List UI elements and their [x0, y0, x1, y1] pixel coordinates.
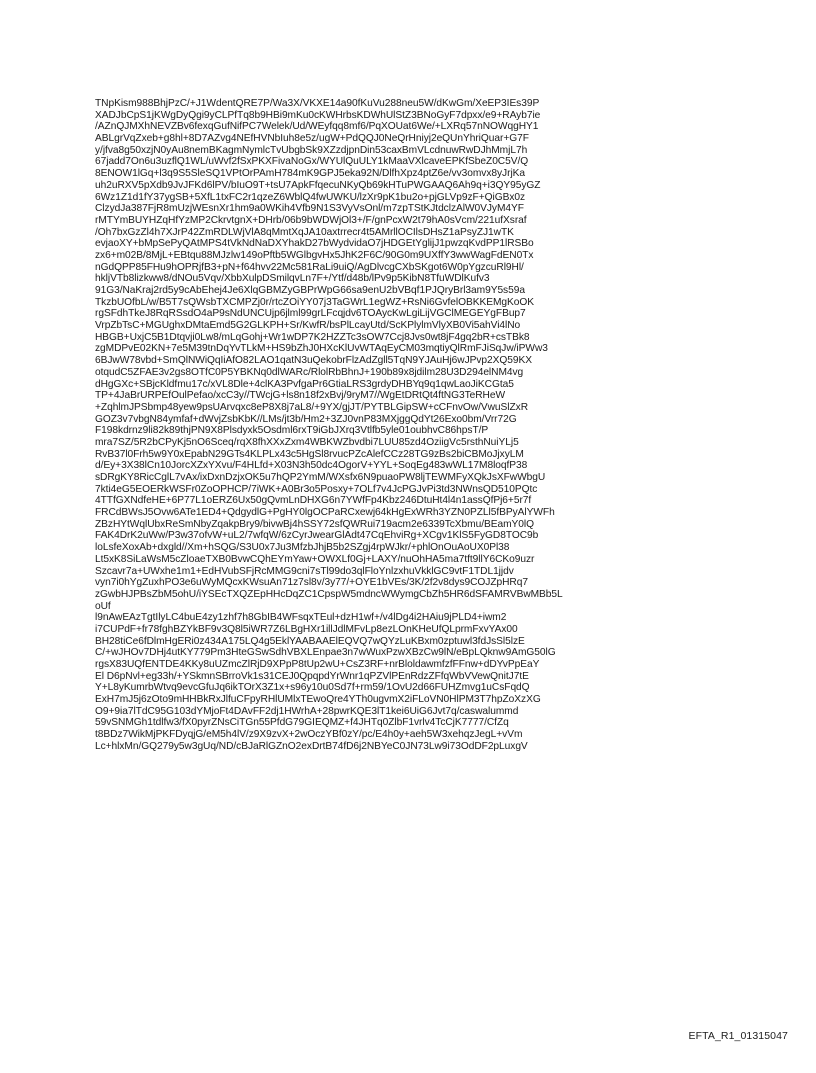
encoded-text-line: rMTYmBUYHZqHfYzMP2CkrvtgnX+DHrb/06b9bWDWjOl3+/F/gnPcxW2t79hA0sVcm/221ufXsraf [95, 214, 527, 226]
encoded-text-line: zgMDPvE02KN+7e5M39tnDqYvTLkM+HS9bZhJ0HXcKlUvWTAqEyCM03mqtiyQlRmFJiSqJw/iPWw3 [95, 343, 548, 355]
encoded-text-line: dHgGXc+SBjcKldfmu17c/xVL8Dle+4clKA3PvfgaPr6GtiaLRS3grdyDHBYq9q1qwLaoJiKCGta5 [95, 378, 514, 390]
encoded-text-line: vyn7i0hYgZuxhPO3e6uWyMQcxKWsuAn71z7sl8v/3y77/+OYE1bVEs/3K/2f2v8dys9COJZpHRq7 [95, 577, 528, 589]
encoded-text-line: O9+9ia7lTdC95G103dYMjoFt4DAvFF2dj1HWrhA+28pwrKQE3lT1kei6UiG6Jvt7q/caswalummd [95, 705, 519, 717]
encoded-text-line: /Oh7bxGzZl4h7XJrP42ZmRDLWjVlA8qMmtXqJA10axtrrecr4t5AMrllOCIlsDHsZ1aPsyZJ1wTK [95, 226, 514, 238]
encoded-text-line: BH28tiCe6fDlmHgERi0z434A175LQ4g5EklYAABAAElEQVQ7wQYzLuKBxm0zptuwl3fdJsSl5lzE [95, 635, 525, 647]
encoded-text-block [95, 98, 735, 753]
encoded-text-line: ABLgrVqZxeb+g8hl+8D7AZvg4NEfHVNbIuh8e5z/ugW+PdQQJ0NeQrHniyj2eQUnYhriQuar+G7F [95, 133, 529, 145]
encoded-text-line: 4TTfGXNdfeHE+6P77L1oERZ6Ux50gQvmLnDHXG6n7YWfFp4Kbz246DtuHt4l4n1assQfPj6+5r7f [95, 495, 532, 507]
encoded-text-line: uh2uRXV5pXdb9JvJFKd6lPV/bIuO9T+tsU7ApkFfqecuNKyQb69kHTuPWGAAQ6Ah9q+i3QY95yGZ [95, 179, 541, 191]
encoded-text-line: l9nAwEAzTgtIlyLC4buE4zy1zhf7h8GbIB4WFsqxTEul+dzH1wf+/v4lDg4i2HAiu9jPLD4+iwm2 [95, 612, 507, 624]
encoded-text-line: HBGB+UxjC5B1Dtqvji0Lw8/mLqGohj+Wr1wDP7K2HZZTc3sOW7Ccj8Jvs0wt8jF4gq2bR+csTBk8 [95, 331, 530, 343]
encoded-text-line: 59vSNMGh1tdlfw3/fX0pyrZNsCiTGn55PfdG79GIEQMZ+f4JHTq0ZlbF1vrlv4TcCjK7777/CfZq [95, 717, 509, 729]
encoded-text-line: rgSFdhTkeJ8RqRSsdO4aP9sNdUNCUjp6jlml99grLFcqjdv6TOAycKwLgiLijVGClMEGEYgFBup7 [95, 308, 526, 320]
encoded-text-line: otqudC5ZFAE3v2gs8OTfC0P5YBKNq0dlWARc/RlolRbBhnJ+190b89x8jdilm28U3D294elNM4vg [95, 366, 524, 378]
encoded-text-line: 67jadd7On6u3uzflQ1WL/uWvf2fSxPKXFivaNoGx/WYUlQuULY1kMaaVXlcaveEPKfSbeZ0C5V/Q [95, 156, 529, 168]
encoded-text-line: TkzbUOfbL/w/B5T7sQWsbTXCMPZj0r/rtcZOiYY07j3TaGWrL1egWZ+RsNi6GvfelOBKKEMgKoOK [95, 296, 534, 308]
encoded-text-line: oUf [95, 600, 111, 612]
encoded-text-line: y/jfva8g50xzjN0yAu8nemBKagmNymlcTvUbgbSk9XZzdjpnDin53caxBmVLcdnuwRwDJhMmjL7h [95, 144, 528, 156]
encoded-text-line: evjaoXY+bMpSePyQAtMPS4tVkNdNaDXYhakD27bWydvidaO7jHDGEtYglijJ1pwzqKvdPP1lRSBo [95, 238, 534, 250]
encoded-text-line: Y+L8yKumrbWtvq9evcGfuJq6ikTOrX3Z1x+s96y10u0Sd7f+rm59/1OvU2d66FUHZmvg1uCsFqdQ [95, 682, 530, 694]
encoded-text-line: 7kti4eG5EOERkWSFr0ZoOPHCP/7iWK+A0Br3o5Posxy+7OLf7v4JcPGJvPi3td3NWnsQD510PQtc [95, 483, 538, 495]
encoded-text-line: sDRgKY8RicCglL7vAx/ixDxnDzjxOK5u7hQP2YmM/WXsfx6N9puaoPW8ljTEWMFyXQkJsXFwWbgU [95, 472, 546, 483]
encoded-text-line: 91G3/NaKraj2rd5y9cAbEhej4Je6XlqGBMZyGBPrWpG66sa9enU2bVBqf1PJQryBrl3am9Y5s59a [95, 285, 525, 296]
encoded-text-line: zGwbHJPBsZbM5ohU/iYSEcTXQZEpHHcDqZC1CpspW5mdncWWymgCbZh5HR6dSFAMRVBwMBb5L [95, 588, 563, 600]
encoded-text-line: El D6pNvl+eg33h/+YSkmnSBrroVk1s31CEJ0QpqpdYrWnr1qPZVlPEnRdzZFfqWbVVewQnitJ7tE [95, 670, 529, 682]
encoded-text-line: Lc+hlxMn/GQ279y5w3gUq/ND/cBJaRlGZnO2exDrtB74fD6j2NBYeC0JN73Lw9i73OdDF2pLuxgV [95, 740, 528, 752]
encoded-text-line: TNpKism988BhjPzC/+J1WdentQRE7P/Wa3X/VKXE14a90fKuVu288neu5W/dKwGm/XeEP3IEs39P [95, 98, 540, 109]
encoded-text-line: Szcavr7a+UWxhe1m1+EdHVubSFjRcMMG9cni7sTl99do3qlFloYnlzxhuVkklGC9vtF1TDL1jjdv [95, 565, 514, 577]
encoded-text-line: RvB37l0Frh5w9Y0xEpabN29GTs4KLPLx43c5HgSl8rvucPZcAlefCCz28TG9zBs2biCBMoJjxyLM [95, 448, 524, 460]
encoded-text-line: rgsX83UQfENTDE4KKy8uUZmcZlRjD9XPpP8tUp2wU+CsZ3RF+nrBloldawmfzfFFnw+dDYvPpEaY [95, 659, 540, 670]
encoded-text-line: hkljVTb8lizkww8/dNOu5Vqv/XbbXulpDSmilqvLn7F+/Ytf/d48b/lPv9p5KibN8TfuWDlKufv3 [95, 273, 490, 285]
encoded-text-line: zx6+m02B/8MjL+EBtqu88MJzlw149oPftb5WGlbgvHx5JhK2F6C/90G0m9UXffY3wwWagFdEN0Tx [95, 249, 534, 261]
encoded-text-line: 8ENOW1lGq+l3q9S5SleSQ1VPtOrPAmH784mK9GPJ5eka92N/DlfhXpz4ptZ6e/vv3omvx8yJrjKa [95, 168, 526, 180]
encoded-text-line: ExH7mJ5j6zOto9mHHBkRxJlfuCFpyRHlUMlxTEwoQre4YTh0ugvmX2iFLoVN0HlPM3T7hpZoXzXG [95, 694, 541, 706]
encoded-text-line: /AZnQJMXhNEVZBv6fexqGufNifPC7Welek/Ud/WEyfqq8mf6/PqXOUat6We/+LXRq57nNOWqgHY1 [95, 121, 539, 133]
encoded-text-line: FAK4DrK2uWw/P3w37ofvW+uL2/7wfqW/6zCyrJwearGlAdt47CqEhviRg+XCgv1KlS5FyGD8TOC9b [95, 530, 539, 542]
encoded-text-line: GOZ3v7vbgN84ymfaf+dWvjZsbKbK//LMs/jt3b/Hm2+3ZJ0vnP83MXjggQdYt26Exo0bm/Vrr72G [95, 413, 517, 425]
encoded-text-line: nGdQPP85FHu9hOPRjfB3+pN+f64hvv22Mc581RaLi9uiQ/AgDlvcgCXbSKgot6W0pYgzcuRl9Hl/ [95, 261, 524, 273]
encoded-text-line: TP+4JaBrURPEfOulPefao/xcC3y//TWcjG+ls8n18f2xBvj/9ryM7//WgEtDRtQt4ftNG3TeRHeW [95, 390, 506, 402]
encoded-text-line: i7CUPdF+fr78fghBZYkBF9v3Q8l5iWR7Z6LBgHXr1illJdlMFvLp8ezLOnKHeUfQLprmFxvYAx00 [95, 623, 518, 635]
encoded-text-line: XADJbCpS1jKWgDyQgi9yCLPfTq8b9HBi9mKu0cKWHrbsKDWhUlStZ3BNoGyF7dpxx/e9+RAyb7ie [95, 109, 541, 121]
encoded-text-line: ZBzHYtWqlUbxReSmNbyZqakpBry9/bivwBj4hSSY72sfQWRui719acm2e6339TcXbmu/BEamY0lQ [95, 518, 534, 530]
encoded-text-line: VrpZbTsC+MGUghxDMtaEmd5G2GLKPH+Sr/KwfR/bsPlLcayUtd/ScKPlylmVlyXB0Vi5ahVi4lNo [95, 320, 521, 332]
encoded-text-line: mra7SZ/5R2bCPyKj5nO6Sceq/rqX8fhXXxZxm4WBKWZbvdbi7LUU85zd4OziigVc5rsthNuiYLj5 [95, 436, 519, 448]
encoded-text-line: loLsfeXoxAb+dxgld//Xm+hSQG/S3U0x7Ju3MfzbJhjB5b2SZgj4rpWJkr/+phlOnOuAoUX0Pl38 [95, 542, 510, 554]
encoded-text-line: C/+wJHOv7DHj4utKY779Pm3HteGSwSdhVBXLEnpae3n7wWuxPzwXBzCw9lN/eBpLQknw9AmG50lG [95, 647, 556, 659]
document-id-label: EFTA_R1_01315047 [688, 1030, 788, 1042]
encoded-text-line: 6BJwW78vbd+SmQlNWiQqIiAfO82LAO1qatN3uQekobrFlzAdZgll5TqN9YJAuHj6wJPvp2XQ59KX [95, 355, 532, 367]
encoded-text-line: F198kdrnz9li82k89thjPN9X8Plsdyxk5Osdml6rxT9iGbJXrq3Vtlfb5yle01oubhvC86hpsT/P [95, 425, 489, 437]
encoded-text-line: FRCdBWsJ5Ovw6ATe1ED4+QdgydlG+PgHY0lgOCPaRCxewj64kHgExWRh3YZN0PZLl5fBPyAlYWFh [95, 507, 555, 519]
encoded-text-line: Lt5xK8SiLaWsM5cZloaeTXB0BvwCQhEYmYaw+OWXLf0Gj+LAXY/nuOhHA5ma7tft9llY6CKo9uzr [95, 553, 535, 565]
encoded-text-line: 6Wz1Z1d1fY37ygSB+5XfL1txFC2r1qzeZ6WblQ4fwUWKU/lzXr9pK1bu2o+pjGLVp9zF+QiGBx0z [95, 191, 526, 203]
encoded-text-line: +ZqhlmJPSbmp48yew9psUArvqxc8eP8X8j7aL8/+9YX/gjJT/PYTBLGipSW+cCFnvOw/VwuSlZxR [95, 401, 529, 413]
encoded-text-line: t8BDz7WikMjPKFDyqjG/eM5h4lV/z9X9zvX+2wOczYBf0zY/pc/E4h0y+aeh5W3xehqzJegL+vVm [95, 729, 523, 741]
encoded-text-line: d/Ey+3X38lCn10JorcXZxYXvu/F4HLfd+X03N3h50dc4OgorV+YYL+SoqEg483wWL17M8loqfP38 [95, 460, 528, 472]
encoded-text-line: ClzydJa387FjR8mUzjWEsnXr1hm9a0WKih4Vfb9N1S3VyVsOnl/m7zpTStKJtdclzAlW0VJyM4YF [95, 203, 524, 215]
